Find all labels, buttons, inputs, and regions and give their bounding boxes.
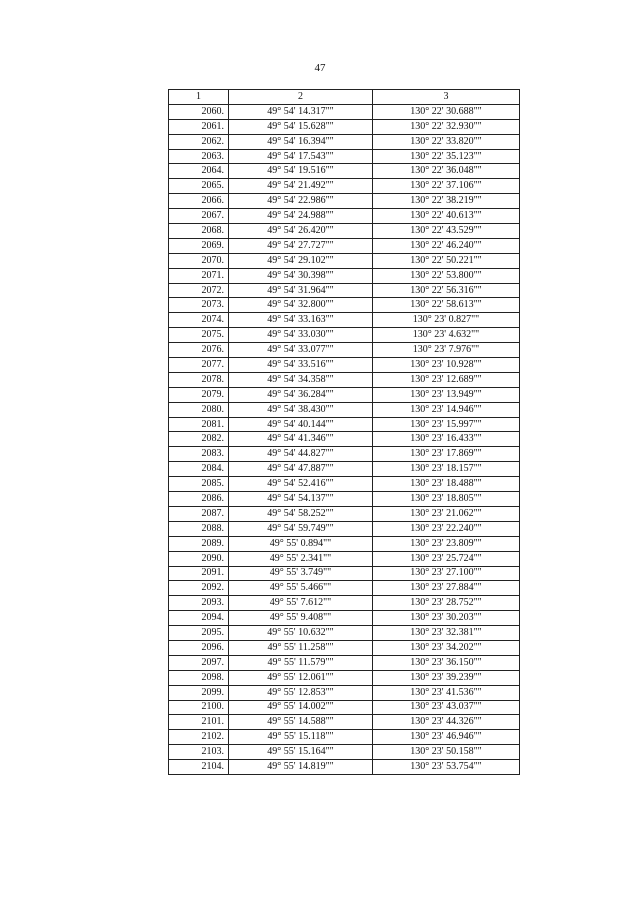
longitude-cell: 130° 22' 37.106"" [373, 179, 520, 194]
point-number-cell: 2083. [169, 447, 229, 462]
longitude-cell: 130° 23' 41.536"" [373, 685, 520, 700]
latitude-cell: 49° 55' 11.258"" [229, 640, 373, 655]
header-col-3: 3 [373, 90, 520, 105]
table-row [169, 551, 520, 566]
table-row [169, 104, 520, 119]
latitude-cell: 49° 54' 33.030"" [229, 328, 373, 343]
latitude-cell: 49° 55' 11.579"" [229, 655, 373, 670]
point-number-cell: 2099. [169, 685, 229, 700]
table-row [169, 685, 520, 700]
longitude-cell: 130° 23' 23.809"" [373, 536, 520, 551]
point-number-cell: 2073. [169, 298, 229, 313]
longitude-cell: 130° 23' 12.689"" [373, 372, 520, 387]
latitude-cell: 49° 55' 15.118"" [229, 730, 373, 745]
latitude-cell: 49° 54' 33.077"" [229, 343, 373, 358]
latitude-cell: 49° 54' 22.986"" [229, 194, 373, 209]
longitude-cell: 130° 23' 10.928"" [373, 358, 520, 373]
point-number-cell: 2102. [169, 730, 229, 745]
table-row [169, 149, 520, 164]
point-number-cell: 2101. [169, 715, 229, 730]
coordinates-table [168, 89, 520, 775]
point-number-cell: 2096. [169, 640, 229, 655]
header-col-2: 2 [229, 90, 373, 105]
table-row [169, 670, 520, 685]
longitude-cell: 130° 22' 43.529"" [373, 224, 520, 239]
table-row [169, 417, 520, 432]
latitude-cell: 49° 54' 24.988"" [229, 209, 373, 224]
longitude-cell: 130° 23' 46.946"" [373, 730, 520, 745]
point-number-cell: 2085. [169, 477, 229, 492]
table-row [169, 313, 520, 328]
latitude-cell: 49° 55' 12.853"" [229, 685, 373, 700]
latitude-cell: 49° 54' 31.964"" [229, 283, 373, 298]
point-number-cell: 2094. [169, 611, 229, 626]
latitude-cell: 49° 54' 19.516"" [229, 164, 373, 179]
longitude-cell: 130° 22' 35.123"" [373, 149, 520, 164]
table-row [169, 715, 520, 730]
point-number-cell: 2079. [169, 387, 229, 402]
point-number-cell: 2093. [169, 596, 229, 611]
table-body [169, 104, 520, 774]
table-row [169, 477, 520, 492]
point-number-cell: 2088. [169, 521, 229, 536]
point-number-cell: 2097. [169, 655, 229, 670]
latitude-cell: 49° 54' 29.102"" [229, 253, 373, 268]
longitude-cell: 130° 22' 46.240"" [373, 238, 520, 253]
point-number-cell: 2103. [169, 745, 229, 760]
longitude-cell: 130° 22' 38.219"" [373, 194, 520, 209]
longitude-cell: 130° 23' 17.869"" [373, 447, 520, 462]
longitude-cell: 130° 22' 56.316"" [373, 283, 520, 298]
table-row [169, 268, 520, 283]
longitude-cell: 130° 23' 44.326"" [373, 715, 520, 730]
longitude-cell: 130° 23' 14.946"" [373, 402, 520, 417]
latitude-cell: 49° 55' 14.002"" [229, 700, 373, 715]
longitude-cell: 130° 23' 28.752"" [373, 596, 520, 611]
latitude-cell: 49° 54' 15.628"" [229, 119, 373, 134]
table-row [169, 700, 520, 715]
longitude-cell: 130° 23' 18.805"" [373, 492, 520, 507]
point-number-cell: 2072. [169, 283, 229, 298]
latitude-cell: 49° 54' 47.887"" [229, 462, 373, 477]
table-row [169, 745, 520, 760]
table-row [169, 611, 520, 626]
point-number-cell: 2104. [169, 760, 229, 775]
table-row [169, 134, 520, 149]
longitude-cell: 130° 23' 34.202"" [373, 640, 520, 655]
longitude-cell: 130° 23' 25.724"" [373, 551, 520, 566]
point-number-cell: 2098. [169, 670, 229, 685]
longitude-cell: 130° 23' 36.150"" [373, 655, 520, 670]
table-row [169, 298, 520, 313]
latitude-cell: 49° 54' 41.346"" [229, 432, 373, 447]
point-number-cell: 2084. [169, 462, 229, 477]
point-number-cell: 2074. [169, 313, 229, 328]
table-row [169, 581, 520, 596]
point-number-cell: 2071. [169, 268, 229, 283]
point-number-cell: 2092. [169, 581, 229, 596]
page-number: 47 [314, 62, 326, 74]
point-number-cell: 2080. [169, 402, 229, 417]
latitude-cell: 49° 55' 0.894"" [229, 536, 373, 551]
longitude-cell: 130° 23' 43.037"" [373, 700, 520, 715]
latitude-cell: 49° 54' 27.727"" [229, 238, 373, 253]
longitude-cell: 130° 23' 0.827"" [373, 313, 520, 328]
table-row [169, 655, 520, 670]
table-row [169, 283, 520, 298]
longitude-cell: 130° 23' 4.632"" [373, 328, 520, 343]
longitude-cell: 130° 22' 30.688"" [373, 104, 520, 119]
table-row [169, 402, 520, 417]
latitude-cell: 49° 55' 7.612"" [229, 596, 373, 611]
latitude-cell: 49° 54' 30.398"" [229, 268, 373, 283]
table-row [169, 462, 520, 477]
longitude-cell: 130° 22' 50.221"" [373, 253, 520, 268]
latitude-cell: 49° 54' 33.516"" [229, 358, 373, 373]
table-row [169, 640, 520, 655]
longitude-cell: 130° 23' 13.949"" [373, 387, 520, 402]
latitude-cell: 49° 54' 33.163"" [229, 313, 373, 328]
longitude-cell: 130° 22' 33.820"" [373, 134, 520, 149]
table-row [169, 194, 520, 209]
point-number-cell: 2060. [169, 104, 229, 119]
longitude-cell: 130° 23' 30.203"" [373, 611, 520, 626]
table-row [169, 253, 520, 268]
longitude-cell: 130° 22' 32.930"" [373, 119, 520, 134]
longitude-cell: 130° 23' 27.100"" [373, 566, 520, 581]
latitude-cell: 49° 54' 59.749"" [229, 521, 373, 536]
point-number-cell: 2075. [169, 328, 229, 343]
longitude-cell: 130° 23' 50.158"" [373, 745, 520, 760]
latitude-cell: 49° 54' 44.827"" [229, 447, 373, 462]
longitude-cell: 130° 22' 53.800"" [373, 268, 520, 283]
latitude-cell: 49° 55' 2.341"" [229, 551, 373, 566]
header-row [169, 90, 520, 105]
table-row [169, 164, 520, 179]
latitude-cell: 49° 55' 15.164"" [229, 745, 373, 760]
table-row [169, 387, 520, 402]
table-row [169, 238, 520, 253]
table-row [169, 566, 520, 581]
header-col-1: 1 [169, 90, 229, 105]
point-number-cell: 2064. [169, 164, 229, 179]
longitude-cell: 130° 23' 27.884"" [373, 581, 520, 596]
table-row [169, 730, 520, 745]
table-row [169, 536, 520, 551]
table-row [169, 760, 520, 775]
point-number-cell: 2062. [169, 134, 229, 149]
latitude-cell: 49° 55' 3.749"" [229, 566, 373, 581]
longitude-cell: 130° 23' 53.754"" [373, 760, 520, 775]
point-number-cell: 2070. [169, 253, 229, 268]
latitude-cell: 49° 54' 17.543"" [229, 149, 373, 164]
point-number-cell: 2081. [169, 417, 229, 432]
latitude-cell: 49° 54' 34.358"" [229, 372, 373, 387]
latitude-cell: 49° 54' 21.492"" [229, 179, 373, 194]
point-number-cell: 2068. [169, 224, 229, 239]
point-number-cell: 2100. [169, 700, 229, 715]
table-row [169, 224, 520, 239]
point-number-cell: 2067. [169, 209, 229, 224]
point-number-cell: 2063. [169, 149, 229, 164]
table-row [169, 506, 520, 521]
longitude-cell: 130° 23' 15.997"" [373, 417, 520, 432]
latitude-cell: 49° 54' 40.144"" [229, 417, 373, 432]
latitude-cell: 49° 55' 14.588"" [229, 715, 373, 730]
longitude-cell: 130° 22' 36.048"" [373, 164, 520, 179]
table-row [169, 492, 520, 507]
point-number-cell: 2069. [169, 238, 229, 253]
point-number-cell: 2078. [169, 372, 229, 387]
longitude-cell: 130° 23' 21.062"" [373, 506, 520, 521]
longitude-cell: 130° 23' 7.976"" [373, 343, 520, 358]
longitude-cell: 130° 22' 40.613"" [373, 209, 520, 224]
point-number-cell: 2077. [169, 358, 229, 373]
table-row [169, 343, 520, 358]
table-row [169, 521, 520, 536]
longitude-cell: 130° 23' 39.239"" [373, 670, 520, 685]
table-row [169, 372, 520, 387]
table-header [169, 90, 520, 105]
table-row [169, 328, 520, 343]
point-number-cell: 2090. [169, 551, 229, 566]
table-row [169, 179, 520, 194]
table-row [169, 209, 520, 224]
point-number-cell: 2087. [169, 506, 229, 521]
latitude-cell: 49° 54' 32.800"" [229, 298, 373, 313]
latitude-cell: 49° 55' 5.466"" [229, 581, 373, 596]
point-number-cell: 2065. [169, 179, 229, 194]
latitude-cell: 49° 54' 58.252"" [229, 506, 373, 521]
point-number-cell: 2066. [169, 194, 229, 209]
latitude-cell: 49° 55' 14.819"" [229, 760, 373, 775]
point-number-cell: 2086. [169, 492, 229, 507]
point-number-cell: 2091. [169, 566, 229, 581]
point-number-cell: 2076. [169, 343, 229, 358]
point-number-cell: 2095. [169, 626, 229, 641]
latitude-cell: 49° 54' 16.394"" [229, 134, 373, 149]
longitude-cell: 130° 23' 18.488"" [373, 477, 520, 492]
latitude-cell: 49° 54' 14.317"" [229, 104, 373, 119]
point-number-cell: 2082. [169, 432, 229, 447]
longitude-cell: 130° 23' 32.381"" [373, 626, 520, 641]
table-row [169, 432, 520, 447]
latitude-cell: 49° 54' 26.420"" [229, 224, 373, 239]
latitude-cell: 49° 54' 54.137"" [229, 492, 373, 507]
longitude-cell: 130° 23' 18.157"" [373, 462, 520, 477]
point-number-cell: 2061. [169, 119, 229, 134]
table-row [169, 119, 520, 134]
longitude-cell: 130° 23' 16.433"" [373, 432, 520, 447]
table-row [169, 447, 520, 462]
latitude-cell: 49° 55' 9.408"" [229, 611, 373, 626]
latitude-cell: 49° 55' 10.632"" [229, 626, 373, 641]
table-row [169, 596, 520, 611]
longitude-cell: 130° 22' 58.613"" [373, 298, 520, 313]
latitude-cell: 49° 54' 52.416"" [229, 477, 373, 492]
longitude-cell: 130° 23' 22.240"" [373, 521, 520, 536]
table-row [169, 626, 520, 641]
latitude-cell: 49° 54' 38.430"" [229, 402, 373, 417]
table-row [169, 358, 520, 373]
latitude-cell: 49° 54' 36.284"" [229, 387, 373, 402]
latitude-cell: 49° 55' 12.061"" [229, 670, 373, 685]
point-number-cell: 2089. [169, 536, 229, 551]
